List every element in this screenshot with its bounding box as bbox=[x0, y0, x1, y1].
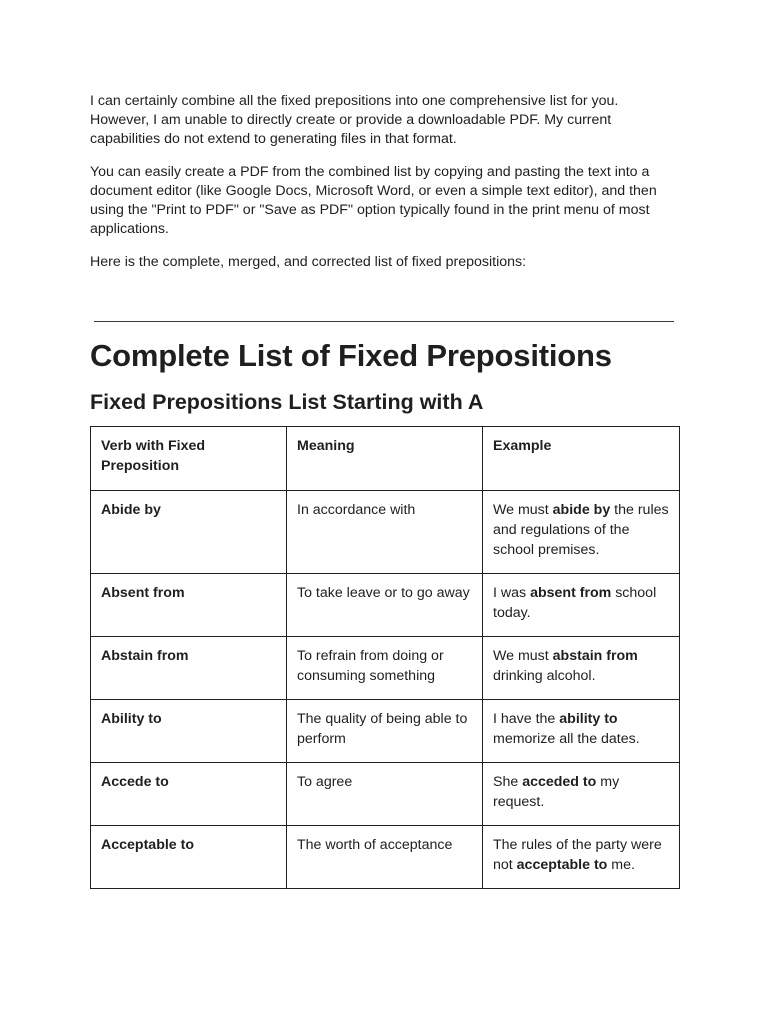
example-cell bbox=[483, 491, 680, 574]
table-row bbox=[91, 491, 680, 574]
example-cell bbox=[483, 763, 680, 826]
meaning-cell: To refrain from doing or consuming something bbox=[287, 637, 483, 700]
intro-section bbox=[90, 92, 680, 286]
example-text: drinking alcohol. bbox=[493, 668, 596, 684]
table-header-row bbox=[91, 427, 680, 491]
verb-cell: Accede to bbox=[91, 763, 287, 826]
verb-cell: Abstain from bbox=[91, 637, 287, 700]
intro-paragraph: You can easily create a PDF from the combined list by copying and pasting the text into a document editor (like Google Docs, Microsoft Word, or even a simple text editor), and then using the "Print to PDF" or "Save as PDF" option typically found in the print menu of most applications. bbox=[90, 164, 657, 237]
section-heading: Fixed Prepositions List Starting with A bbox=[90, 390, 484, 414]
example-cell bbox=[483, 826, 680, 889]
meaning-cell: In accordance with bbox=[287, 491, 483, 574]
example-cell bbox=[483, 700, 680, 763]
example-text: me. bbox=[607, 857, 635, 873]
example-text: school today. bbox=[493, 585, 657, 621]
example-highlight: absent from bbox=[530, 585, 612, 601]
intro-paragraph: I can certainly combine all the fixed prepositions into one comprehensive list for you. However, I am unable to directly create or provide a downloadable PDF. My current capabilities do not extend to generating files in that format. bbox=[90, 93, 619, 147]
example-text: I have the bbox=[493, 711, 560, 727]
table-row bbox=[91, 826, 680, 889]
verb-cell: Acceptable to bbox=[91, 826, 287, 889]
example-text: the rules and regulations of the school premises. bbox=[493, 502, 669, 558]
column-header-meaning: Meaning bbox=[287, 427, 483, 491]
example-cell bbox=[483, 637, 680, 700]
example-text: We must bbox=[493, 502, 553, 518]
example-text: The rules of the party were not bbox=[493, 837, 662, 873]
meaning-cell: The worth of acceptance bbox=[287, 826, 483, 889]
example-highlight: abide by bbox=[552, 502, 611, 518]
example-highlight: acceded to bbox=[522, 774, 597, 790]
prepositions-table bbox=[90, 426, 680, 889]
horizontal-divider bbox=[94, 321, 674, 322]
table-row bbox=[91, 763, 680, 826]
example-text: memorize all the dates. bbox=[493, 731, 640, 747]
example-text: I was bbox=[493, 585, 531, 601]
meaning-cell: The quality of being able to perform bbox=[287, 700, 483, 763]
example-text: We must bbox=[493, 648, 553, 664]
example-highlight: abstain from bbox=[552, 648, 638, 664]
page-title: Complete List of Fixed Prepositions bbox=[90, 338, 612, 373]
verb-cell: Absent from bbox=[91, 574, 287, 637]
example-text: my request. bbox=[493, 774, 620, 810]
example-highlight: ability to bbox=[559, 711, 618, 727]
column-header-example: Example bbox=[483, 427, 680, 491]
meaning-cell: To take leave or to go away bbox=[287, 574, 483, 637]
meaning-cell: To agree bbox=[287, 763, 483, 826]
column-header-verb: Verb with Fixed Preposition bbox=[91, 427, 287, 491]
example-highlight: acceptable to bbox=[516, 857, 608, 873]
table-row bbox=[91, 637, 680, 700]
table-row bbox=[91, 574, 680, 637]
verb-cell: Abide by bbox=[91, 491, 287, 574]
intro-paragraph: Here is the complete, merged, and corrected list of fixed prepositions: bbox=[90, 254, 527, 270]
example-cell bbox=[483, 574, 680, 637]
example-text: She bbox=[493, 774, 523, 790]
table-row bbox=[91, 700, 680, 763]
verb-cell: Ability to bbox=[91, 700, 287, 763]
